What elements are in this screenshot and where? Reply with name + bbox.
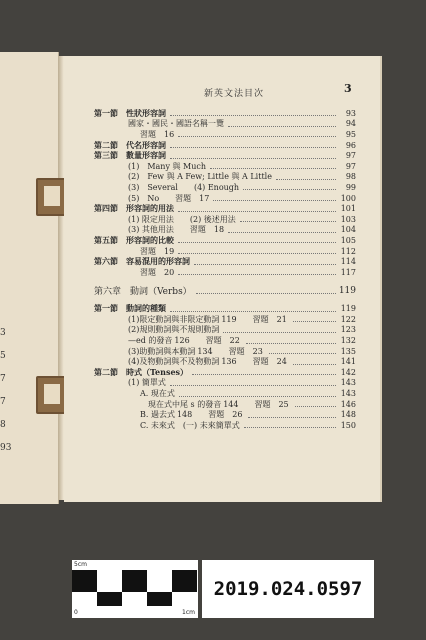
toc-row [94, 409, 356, 420]
scale-block [172, 570, 197, 592]
toc-entry-label: 第二節 時式（Tenses） [94, 366, 189, 377]
toc-entry-page: 93 [345, 108, 356, 118]
leader-dots [269, 348, 336, 354]
toc-row [94, 420, 356, 431]
toc-entry-label: —ed 的發音 [94, 335, 174, 346]
leader-dots [210, 163, 336, 169]
toc-entry-label: (1)限定動詞與非限定動詞 [94, 314, 221, 325]
leader-dots [178, 269, 336, 275]
toc-entry-label: 習題 19 [94, 246, 176, 257]
toc-entry-page: 119 [338, 285, 356, 296]
leader-dots [179, 391, 336, 397]
toc-entry-page: 104 [340, 225, 356, 235]
accession-number-label: 2019.024.0597 [202, 560, 374, 618]
leader-dots [170, 153, 336, 159]
toc-entry-page: 135 [340, 346, 356, 356]
toc-entry-page: 119 [340, 304, 356, 314]
toc-entry-page: 97 [345, 151, 356, 161]
toc-row [94, 129, 356, 140]
toc-entry-inline-pages: 134 習題 23 [197, 346, 263, 356]
toc-entry-page: 148 [340, 410, 356, 420]
toc-entry-inline-pages: 144 習題 25 [223, 399, 289, 409]
leader-dots [244, 422, 336, 428]
toc-row [94, 235, 356, 246]
left-page-number: 8 [0, 420, 6, 430]
leader-dots [276, 174, 336, 180]
toc-row [94, 267, 356, 278]
toc-row [94, 150, 356, 161]
toc-entry-inline-pages: 126 習題 22 [174, 336, 240, 346]
toc-entry-page: 142 [340, 367, 356, 377]
toc-entry-inline-pages: 148 習題 26 [176, 410, 243, 420]
toc-row [94, 203, 356, 214]
leader-dots [192, 369, 336, 375]
toc-entry-label: (3)助動詞與本動詞 [94, 346, 197, 357]
leader-dots [178, 206, 336, 212]
toc-entry-label: (3) Several (4) Enough [94, 182, 241, 193]
left-page-number: 7 [0, 374, 6, 384]
toc-row [94, 256, 356, 267]
leader-dots [223, 327, 336, 333]
toc-entry-label: (1) 簡單式 [94, 377, 168, 388]
leader-dots [293, 359, 336, 365]
leader-dots [194, 259, 336, 265]
toc-entry-label: 習題 20 [94, 267, 176, 278]
toc-entry-label: A. 現在式 [94, 388, 177, 399]
leader-dots [170, 142, 336, 148]
leader-dots [178, 248, 336, 254]
toc-entry-page: 141 [340, 357, 356, 367]
toc-row [94, 367, 356, 378]
scale-label: 0 [74, 609, 78, 616]
leader-dots [228, 121, 336, 127]
toc-entry-page: 117 [340, 267, 356, 277]
left-page-number: 93 [0, 443, 12, 453]
toc-entry-label: 第五節 形容詞的比較 [94, 234, 174, 245]
toc-entry-label: 現在式中尾 s 的發音 [94, 399, 223, 410]
toc-entry-page: 150 [340, 420, 356, 430]
leader-dots [228, 227, 336, 233]
toc-row [94, 304, 356, 315]
scale-block [72, 570, 97, 592]
toc-entry-label: (4)及物動詞與不及物動詞 [94, 356, 221, 367]
left-page [0, 52, 59, 504]
leader-dots [170, 380, 336, 386]
toc-row [94, 356, 356, 367]
scale-block [97, 570, 122, 592]
toc-entry-page: 101 [340, 204, 356, 214]
leader-dots [178, 237, 336, 243]
toc-entry-label: (1) Many 與 Much [94, 161, 208, 172]
toc-row [94, 399, 356, 410]
toc-entry-page: 122 [340, 314, 356, 324]
toc-entry-label: 第三節 數量形容詞 [94, 150, 166, 161]
color-scale-card [72, 560, 198, 618]
toc-entry-page: 97 [345, 161, 356, 171]
leader-dots [246, 338, 336, 344]
toc-entry-page: 132 [340, 336, 356, 346]
toc-row [94, 140, 356, 151]
left-page-number: 5 [0, 351, 6, 361]
toc-entry-page: 99 [345, 182, 356, 192]
leader-dots [248, 412, 336, 418]
leader-dots [213, 195, 336, 201]
leader-dots [170, 306, 336, 312]
toc-entry-label: C. 未來式 (一) 未來簡單式 [94, 420, 242, 431]
leader-dots [240, 216, 336, 222]
toc-entry-label: 第六節 容易混用的形容詞 [94, 256, 190, 267]
toc-entry-label: 第一節 動詞的種類 [94, 303, 166, 314]
toc-entry-label: 第六章 動詞（Verbs） [94, 284, 194, 297]
toc-row [94, 119, 356, 130]
toc-row [94, 193, 356, 204]
toc-row [94, 225, 356, 236]
toc-row [94, 108, 356, 119]
toc-row [94, 182, 356, 193]
toc-entry-page: 103 [340, 214, 356, 224]
toc-entry-page: 114 [340, 257, 356, 267]
leader-dots [243, 184, 336, 190]
leader-dots [295, 401, 336, 407]
toc-entry-label: 習題 16 [94, 129, 176, 140]
scale-block [122, 570, 147, 592]
leader-dots [178, 131, 336, 137]
left-page-number: 7 [0, 397, 6, 407]
book-page [64, 56, 382, 502]
archive-labels [72, 560, 374, 618]
toc-entry-page: 98 [345, 172, 356, 182]
left-page-number: 3 [0, 328, 6, 338]
toc-entry-label: (2) Few 與 A Few; Little 與 A Little [94, 171, 274, 182]
toc-row [94, 388, 356, 399]
toc-row [94, 284, 356, 298]
toc-entry-label: (2)規則動詞與不規則動詞 [94, 324, 221, 335]
toc-entry-label: 第二節 代名形容詞 [94, 139, 166, 150]
toc-entry-label: (1) 限定用法 (2) 後述用法 [94, 214, 238, 225]
toc-row [94, 346, 356, 357]
scale-label: 1cm [182, 609, 195, 616]
table-of-contents [94, 108, 356, 431]
toc-entry-page: 105 [340, 235, 356, 245]
toc-row [94, 214, 356, 225]
toc-entry-page: 146 [340, 399, 356, 409]
toc-row [94, 314, 356, 325]
scale-block [72, 592, 197, 606]
left-page-numbers [0, 322, 12, 460]
toc-row [94, 246, 356, 257]
toc-row [94, 378, 356, 389]
toc-entry-page: 94 [345, 119, 356, 129]
toc-entry-label: (5) No 習題 17 [94, 193, 211, 204]
toc-entry-page: 95 [345, 129, 356, 139]
toc-row [94, 172, 356, 183]
scale-label: 5cm [74, 561, 87, 568]
toc-entry-page: 96 [345, 140, 356, 150]
running-head: 新英文法目次 [204, 89, 265, 99]
leader-dots [293, 316, 336, 322]
toc-entry-inline-pages: 136 習題 24 [221, 357, 287, 367]
toc-entry-page: 123 [340, 325, 356, 335]
toc-entry-page: 112 [340, 246, 356, 256]
toc-entry-page: 143 [340, 378, 356, 388]
scale-block [147, 570, 172, 592]
toc-entry-label: 第一節 性狀形容詞 [94, 107, 166, 118]
leader-dots [196, 288, 336, 294]
toc-row [94, 325, 356, 336]
toc-row [94, 335, 356, 346]
toc-row [94, 161, 356, 172]
toc-entry-page: 143 [340, 389, 356, 399]
leader-dots [170, 110, 336, 116]
toc-entry-label: 國家・國民・國語名稱一覽 [94, 118, 226, 129]
toc-entry-inline-pages: 119 習題 21 [221, 314, 287, 324]
toc-entry-label: 第四節 形容詞的用法 [94, 203, 174, 214]
toc-entry-label: B. 過去式 [94, 409, 177, 420]
page-number: 3 [344, 82, 352, 95]
toc-entry-label: (3) 其他用法 習題 18 [94, 224, 226, 235]
toc-entry-page: 100 [340, 193, 356, 203]
